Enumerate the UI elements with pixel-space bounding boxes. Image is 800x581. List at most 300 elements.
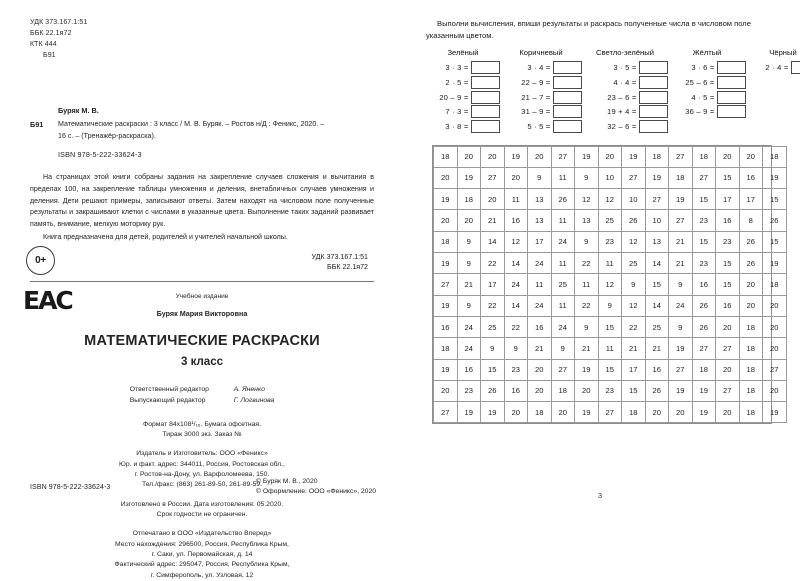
number-field-cell[interactable]: 16	[528, 316, 552, 337]
number-field-cell[interactable]: 20	[739, 295, 763, 316]
book-code-line: Б91	[43, 51, 56, 59]
number-field-cell[interactable]: 27	[434, 402, 458, 423]
equation-row	[668, 90, 746, 105]
number-field-cell[interactable]: 18	[692, 146, 716, 167]
number-field-cell[interactable]: 22	[481, 295, 505, 316]
number-field-cell[interactable]: 27	[763, 359, 787, 380]
number-field-cell[interactable]: 27	[692, 338, 716, 359]
answer-input[interactable]	[717, 91, 746, 104]
cip-description: Математические раскраски : 3 класс / М. В. Буряк. – Ростов н/Д : Феникс, 2020. –	[58, 120, 325, 129]
number-field-cell[interactable]: 27	[645, 189, 669, 210]
equation-expression: 4 · 4 =	[613, 77, 637, 87]
number-field-cell[interactable]: 19	[457, 167, 481, 188]
number-field-cell[interactable]: 20	[457, 146, 481, 167]
print-run-line: Тираж 3000 экз. Заказ №	[162, 431, 242, 439]
number-field-cell[interactable]: 15	[645, 274, 669, 295]
number-field-cell[interactable]: 26	[692, 295, 716, 316]
equation-row	[582, 61, 668, 76]
number-field-cell[interactable]: 20	[763, 295, 787, 316]
number-field-row	[434, 146, 787, 167]
equation-expression: 7 · 3 =	[445, 107, 469, 117]
number-field-cell[interactable]: 27	[692, 167, 716, 188]
answer-input[interactable]	[639, 120, 668, 133]
number-field-cell[interactable]: 18	[739, 380, 763, 401]
number-field-cell[interactable]: 10	[645, 210, 669, 231]
answer-input[interactable]	[553, 105, 582, 118]
number-field-cell[interactable]: 18	[739, 359, 763, 380]
bbk-footer-line: ББК 22.1я72	[327, 263, 368, 272]
task-column-yellow	[668, 48, 746, 119]
number-field-cell[interactable]: 18	[551, 380, 575, 401]
number-field-row	[434, 253, 787, 274]
udk-footer-line: УДК 373.167.1:51	[311, 252, 368, 261]
number-field-cell[interactable]: 16	[692, 274, 716, 295]
number-field-cell[interactable]: 16	[716, 295, 740, 316]
annotation-text	[30, 172, 374, 244]
number-field-cell[interactable]: 19	[763, 253, 787, 274]
answer-input[interactable]	[553, 120, 582, 133]
number-field-cell[interactable]: 18	[669, 167, 693, 188]
number-field-cell[interactable]: 15	[692, 189, 716, 210]
equation-row	[668, 104, 746, 119]
number-field-cell[interactable]: 20	[716, 146, 740, 167]
number-field-cell[interactable]: 26	[481, 380, 505, 401]
answer-input[interactable]	[639, 61, 668, 74]
number-field-cell[interactable]: 19	[457, 402, 481, 423]
number-field-cell[interactable]: 13	[645, 231, 669, 252]
number-field-cell[interactable]: 27	[669, 210, 693, 231]
number-field-cell[interactable]: 22	[622, 316, 646, 337]
left-page	[0, 0, 400, 579]
right-page	[400, 0, 800, 520]
number-field-cell[interactable]: 18	[739, 316, 763, 337]
publisher-phone: Тел./факс: (863) 261-89-50, 261-89-59.	[141, 481, 263, 489]
number-field-cell[interactable]: 24	[528, 253, 552, 274]
answer-input[interactable]	[471, 91, 500, 104]
task-column-black	[746, 48, 800, 75]
editor-row	[130, 384, 275, 395]
answer-input[interactable]	[471, 61, 500, 74]
answer-input[interactable]	[717, 105, 746, 118]
number-field-cell[interactable]: 15	[622, 380, 646, 401]
equation-expression: 22 – 9 =	[521, 77, 551, 87]
number-field-cell[interactable]: 15	[763, 189, 787, 210]
answer-input[interactable]	[471, 76, 500, 89]
number-field-cell[interactable]: 14	[504, 295, 528, 316]
number-field-cell[interactable]: 16	[504, 210, 528, 231]
printer-location-2: г. Саки, ул. Первомайская, д. 14	[151, 550, 253, 558]
udk-line: УДК 373.167.1:51	[30, 19, 88, 26]
number-field-cell[interactable]: 24	[669, 295, 693, 316]
number-field-cell[interactable]: 27	[622, 167, 646, 188]
number-field-cell[interactable]: 23	[598, 231, 622, 252]
number-field-cell[interactable]: 26	[739, 253, 763, 274]
number-field-row	[434, 295, 787, 316]
number-field-cell[interactable]: 19	[763, 402, 787, 423]
number-field-cell[interactable]: 17	[622, 359, 646, 380]
number-field-cell[interactable]: 20	[645, 402, 669, 423]
number-field-cell[interactable]: 18	[739, 402, 763, 423]
number-field-cell[interactable]: 25	[481, 316, 505, 337]
number-field-cell[interactable]: 23	[504, 359, 528, 380]
color-label-green: Зелёный	[447, 48, 479, 58]
number-field-cell[interactable]: 16	[504, 380, 528, 401]
number-field-cell[interactable]: 11	[598, 253, 622, 274]
number-field-cell[interactable]: 27	[551, 359, 575, 380]
answer-input[interactable]	[471, 105, 500, 118]
number-field-cell[interactable]: 19	[763, 167, 787, 188]
number-field-cell[interactable]: 18	[622, 402, 646, 423]
number-field-cell[interactable]: 20	[716, 316, 740, 337]
number-field-cell[interactable]: 21	[669, 253, 693, 274]
number-field-cell[interactable]: 19	[434, 189, 458, 210]
format-line: Формат 84х108¹/₁₆. Бумага офсетная.	[143, 420, 261, 428]
copyright-author: © Буряк М. В., 2020	[255, 477, 318, 485]
edition-kind: Учебное издание	[175, 293, 229, 301]
number-field-cell[interactable]: 19	[669, 189, 693, 210]
answer-input[interactable]	[639, 76, 668, 89]
number-field-cell[interactable]: 17	[716, 189, 740, 210]
number-field-cell[interactable]: 9	[551, 338, 575, 359]
number-field-cell[interactable]: 19	[575, 402, 599, 423]
number-field-cell[interactable]: 20	[575, 380, 599, 401]
number-field-cell[interactable]: 18	[434, 146, 458, 167]
number-field-cell[interactable]: 24	[551, 316, 575, 337]
color-label-light-green: Светло-зелёный	[596, 48, 654, 58]
number-field-cell[interactable]: 11	[504, 189, 528, 210]
number-field-cell[interactable]: 20	[504, 402, 528, 423]
printer-address-1: Фактический адрес: 295047, Россия, Республика Крым,	[114, 561, 290, 569]
number-field-cell[interactable]: 16	[739, 167, 763, 188]
number-field-cell[interactable]: 20	[528, 146, 552, 167]
isbn-footer: ISBN 978-5-222-33624-3	[30, 484, 111, 491]
number-field-cell[interactable]: 14	[504, 253, 528, 274]
number-field-cell[interactable]: 18	[457, 189, 481, 210]
number-field-cell[interactable]: 27	[716, 338, 740, 359]
equation-expression: 3 · 4 =	[527, 63, 551, 73]
printer-block	[30, 529, 374, 581]
color-label-yellow: Жёлтый	[692, 48, 722, 58]
shelf-life: Срок годности не ограничен.	[156, 511, 248, 518]
number-field-cell[interactable]: 16	[645, 359, 669, 380]
color-label-black: Чёрный	[769, 48, 797, 58]
number-field-cell[interactable]: 14	[645, 295, 669, 316]
number-field-cell[interactable]: 12	[622, 295, 646, 316]
copyright-design: © Оформление: ООО «Феникс», 2020	[255, 488, 376, 496]
number-field-cell[interactable]: 24	[504, 274, 528, 295]
number-field-cell[interactable]: 12	[622, 231, 646, 252]
page-title: МАТЕМАТИЧЕСКИЕ РАСКРАСКИ	[84, 332, 320, 349]
number-field-cell[interactable]: 20	[481, 189, 505, 210]
number-field-cell[interactable]: 19	[481, 402, 505, 423]
number-field-cell[interactable]: 18	[434, 231, 458, 252]
equation-row	[500, 75, 582, 90]
editor-role: Ответственный редактор	[129, 385, 209, 393]
number-field-cell[interactable]: 24	[528, 295, 552, 316]
equation-expression: 2 · 4 =	[765, 63, 789, 73]
number-field-cell[interactable]: 25	[598, 210, 622, 231]
equation-expression: 19 + 4 =	[607, 107, 637, 117]
number-field-cell[interactable]: 20	[528, 380, 552, 401]
number-field-cell[interactable]: 20	[598, 146, 622, 167]
editor-row	[130, 395, 275, 406]
divider-rule	[30, 281, 374, 282]
cip-record	[30, 105, 374, 161]
number-field-cell[interactable]: 9	[598, 295, 622, 316]
number-field-row	[434, 359, 787, 380]
number-field-cell[interactable]: 20	[457, 210, 481, 231]
number-field-cell[interactable]: 9	[528, 167, 552, 188]
number-field-cell[interactable]: 20	[434, 380, 458, 401]
number-field-cell[interactable]: 22	[575, 253, 599, 274]
equation-row	[582, 90, 668, 105]
number-field-cell[interactable]: 11	[551, 253, 575, 274]
cip-description-row	[30, 119, 374, 131]
number-field-cell[interactable]: 15	[481, 359, 505, 380]
number-field-cell[interactable]: 26	[645, 380, 669, 401]
number-field-row	[434, 210, 787, 231]
number-field-cell[interactable]: 12	[598, 274, 622, 295]
number-field-cell[interactable]: 21	[481, 210, 505, 231]
number-field-cell[interactable]: 18	[434, 338, 458, 359]
number-field-cell[interactable]: 25	[551, 274, 575, 295]
number-field-cell[interactable]: 11	[598, 338, 622, 359]
equation-row	[500, 90, 582, 105]
number-field-cell[interactable]: 9	[669, 274, 693, 295]
answer-input[interactable]	[471, 120, 500, 133]
equation-row	[582, 119, 668, 134]
annotation-paragraph-1: На страницах этой книги собраны задания на закрепление случаев сложения и вычитания в пределах 100, на закрепление таблицы умножения и деления, внетабличных случаев умножения и деления. Дети решают примеры, записывают ответы. Затем находят на числовом поле полученные результаты и закрашивают клетки с числами в указанные цвета. Выполнение таких заданий развивает память, внимание, мелкую моторику рук.	[30, 173, 374, 229]
number-field-cell[interactable]: 21	[645, 338, 669, 359]
number-field-cell[interactable]: 9	[481, 338, 505, 359]
number-field-cell[interactable]: 18	[739, 338, 763, 359]
number-field-cell[interactable]: 20	[739, 274, 763, 295]
number-field-cell[interactable]: 20	[669, 402, 693, 423]
number-field-cell[interactable]: 25	[622, 253, 646, 274]
publisher-address-2: г. Ростов-на-Дону, ул. Варфоломеева, 150.	[134, 471, 270, 479]
publisher-name: Издатель и Изготовитель: ООО «Феникс»	[136, 450, 268, 458]
number-field-cell[interactable]: 20	[763, 380, 787, 401]
number-field-cell[interactable]: 24	[551, 231, 575, 252]
number-field-cell[interactable]: 20	[763, 338, 787, 359]
number-field-cell[interactable]: 27	[716, 380, 740, 401]
number-field-cell[interactable]: 19	[434, 295, 458, 316]
number-field-cell[interactable]: 26	[763, 210, 787, 231]
number-field-cell[interactable]: 16	[716, 210, 740, 231]
number-field-cell[interactable]: 23	[598, 380, 622, 401]
number-field-cell[interactable]: 19	[504, 146, 528, 167]
number-field-cell[interactable]: 13	[528, 210, 552, 231]
number-field-cell[interactable]: 14	[645, 253, 669, 274]
number-field-cell[interactable]: 9	[622, 274, 646, 295]
number-field-cell[interactable]: 24	[457, 316, 481, 337]
number-field-cell[interactable]: 18	[528, 402, 552, 423]
number-field-cell[interactable]: 9	[457, 295, 481, 316]
number-field-cell[interactable]: 15	[692, 231, 716, 252]
answer-input[interactable]	[553, 76, 582, 89]
number-field-cell[interactable]: 9	[457, 253, 481, 274]
number-field-row	[434, 167, 787, 188]
page-number: 3	[597, 491, 603, 500]
cip-code: Б91	[30, 120, 44, 130]
number-field-cell[interactable]: 26	[551, 189, 575, 210]
udk-classification-block	[30, 18, 374, 61]
number-field-cell[interactable]: 15	[763, 231, 787, 252]
number-field-row	[434, 231, 787, 252]
number-field-cell[interactable]: 27	[598, 402, 622, 423]
number-field-cell[interactable]: 19	[692, 402, 716, 423]
editor-name: А. Яненко	[233, 385, 265, 393]
number-field-cell[interactable]: 9	[575, 316, 599, 337]
number-field-cell[interactable]: 22	[575, 295, 599, 316]
number-field-cell[interactable]: 15	[598, 359, 622, 380]
number-field-cell[interactable]: 23	[692, 253, 716, 274]
number-field-cell[interactable]: 21	[575, 338, 599, 359]
number-field-cell[interactable]: 18	[763, 146, 787, 167]
number-field-cell[interactable]: 20	[504, 167, 528, 188]
number-field-cell[interactable]: 19	[669, 338, 693, 359]
number-field-cell[interactable]: 18	[645, 146, 669, 167]
number-field-cell[interactable]: 21	[528, 338, 552, 359]
number-field-cell[interactable]: 15	[716, 274, 740, 295]
number-field-table	[433, 146, 787, 424]
number-field-cell[interactable]: 22	[504, 316, 528, 337]
number-field-cell[interactable]: 20	[739, 146, 763, 167]
equation-row	[500, 104, 582, 119]
number-field-cell[interactable]: 12	[504, 231, 528, 252]
equation-expression: 36 – 9 =	[685, 107, 715, 117]
number-field-cell[interactable]: 11	[551, 210, 575, 231]
number-field-cell[interactable]: 11	[551, 295, 575, 316]
number-field-cell[interactable]: 9	[575, 167, 599, 188]
number-field-cell[interactable]: 20	[716, 359, 740, 380]
number-field-cell[interactable]: 15	[716, 167, 740, 188]
number-field-cell[interactable]: 27	[551, 146, 575, 167]
answer-input[interactable]	[717, 76, 746, 89]
number-field-cell[interactable]: 21	[457, 274, 481, 295]
number-field-cell[interactable]: 20	[481, 146, 505, 167]
number-field-cell[interactable]: 16	[434, 316, 458, 337]
number-field-cell[interactable]: 17	[739, 189, 763, 210]
answer-input[interactable]	[553, 91, 582, 104]
number-field-cell[interactable]: 14	[481, 231, 505, 252]
number-field-cell[interactable]: 20	[434, 167, 458, 188]
number-field-cell[interactable]: 21	[622, 338, 646, 359]
number-field-cell[interactable]: 15	[716, 253, 740, 274]
number-field-cell[interactable]: 23	[457, 380, 481, 401]
number-field-cell[interactable]: 10	[598, 167, 622, 188]
publisher-address-1: Юр. и факт. адрес: 344011, Россия, Ростовская обл.,	[119, 460, 285, 468]
number-field-cell[interactable]: 19	[669, 380, 693, 401]
number-field-cell[interactable]: 19	[692, 380, 716, 401]
number-field-cell[interactable]: 23	[716, 231, 740, 252]
equation-expression: 31 – 9 =	[521, 107, 551, 117]
udk-footer-block	[30, 252, 374, 273]
number-field-cell[interactable]: 27	[481, 167, 505, 188]
number-field-cell[interactable]: 17	[481, 274, 505, 295]
eac-conformity-icon: ЕAC	[23, 286, 72, 315]
number-field-cell[interactable]: 9	[504, 338, 528, 359]
number-field-cell[interactable]: 18	[763, 274, 787, 295]
number-field-cell[interactable]: 8	[739, 210, 763, 231]
equation-expression: 3 · 5 =	[613, 63, 637, 73]
number-field-cell[interactable]: 19	[622, 146, 646, 167]
number-field-cell[interactable]: 20	[434, 210, 458, 231]
number-field-cell[interactable]: 9	[575, 231, 599, 252]
number-field-cell[interactable]: 12	[598, 189, 622, 210]
number-field-cell[interactable]: 19	[645, 167, 669, 188]
number-field-cell[interactable]: 19	[434, 253, 458, 274]
number-field-cell[interactable]: 19	[434, 359, 458, 380]
number-field-cell[interactable]: 23	[692, 210, 716, 231]
number-field-cell[interactable]: 24	[457, 338, 481, 359]
number-field-cell[interactable]: 20	[528, 359, 552, 380]
number-field-cell[interactable]: 20	[716, 402, 740, 423]
number-field-cell[interactable]: 21	[669, 231, 693, 252]
manufacture-date: Изготовлено в России. Дата изготовления: 05.2020.	[120, 500, 284, 508]
manufacture-block	[30, 500, 374, 521]
printer-address-2: г. Симферополь, ул. Узловая, 12	[150, 571, 254, 579]
number-field-cell[interactable]: 10	[622, 189, 646, 210]
number-field-row	[434, 274, 787, 295]
task-columns	[426, 48, 797, 133]
equation-expression: 3 · 6 =	[691, 63, 715, 73]
equation-row	[746, 61, 800, 76]
ktk-line: КТК 444	[30, 40, 57, 48]
number-field-cell[interactable]: 22	[481, 253, 505, 274]
number-field-cell[interactable]: 27	[434, 274, 458, 295]
age-rating-badge: 0+	[26, 246, 55, 275]
number-field-cell[interactable]: 27	[669, 146, 693, 167]
number-field-row	[434, 402, 787, 423]
equation-row	[668, 61, 746, 76]
answer-input[interactable]	[639, 105, 668, 118]
printer-location-1: Место нахождения: 296500, Россия, Республика Крым,	[115, 540, 289, 548]
book-grade: 3 класс	[181, 356, 223, 369]
equation-expression: 32 – 6 =	[607, 121, 637, 131]
number-field-cell[interactable]: 18	[692, 359, 716, 380]
number-field-cell[interactable]: 9	[669, 316, 693, 337]
number-field-cell[interactable]: 9	[457, 231, 481, 252]
number-field-cell[interactable]: 13	[575, 210, 599, 231]
number-field-cell[interactable]: 15	[598, 316, 622, 337]
answer-input[interactable]	[791, 61, 800, 74]
equation-expression: 2 · 5 =	[445, 77, 469, 87]
number-field-cell[interactable]: 26	[739, 231, 763, 252]
answer-input[interactable]	[553, 61, 582, 74]
number-field-cell[interactable]: 25	[645, 316, 669, 337]
number-field-cell[interactable]: 11	[528, 274, 552, 295]
answer-input[interactable]	[639, 91, 668, 104]
number-field	[432, 145, 779, 425]
number-field-cell[interactable]: 27	[669, 359, 693, 380]
equation-row	[500, 61, 582, 76]
number-field-cell[interactable]: 26	[692, 316, 716, 337]
number-field-cell[interactable]: 12	[575, 189, 599, 210]
number-field-cell[interactable]: 20	[763, 316, 787, 337]
number-field-cell[interactable]: 19	[575, 146, 599, 167]
number-field-cell[interactable]: 11	[551, 167, 575, 188]
number-field-cell[interactable]: 16	[457, 359, 481, 380]
answer-input[interactable]	[717, 61, 746, 74]
number-field-cell[interactable]: 26	[622, 210, 646, 231]
number-field-cell[interactable]: 11	[575, 274, 599, 295]
copyright-block	[256, 477, 376, 498]
number-field-cell[interactable]: 19	[575, 359, 599, 380]
number-field-cell[interactable]: 17	[528, 231, 552, 252]
number-field-cell[interactable]: 13	[528, 189, 552, 210]
number-field-cell[interactable]: 20	[551, 402, 575, 423]
